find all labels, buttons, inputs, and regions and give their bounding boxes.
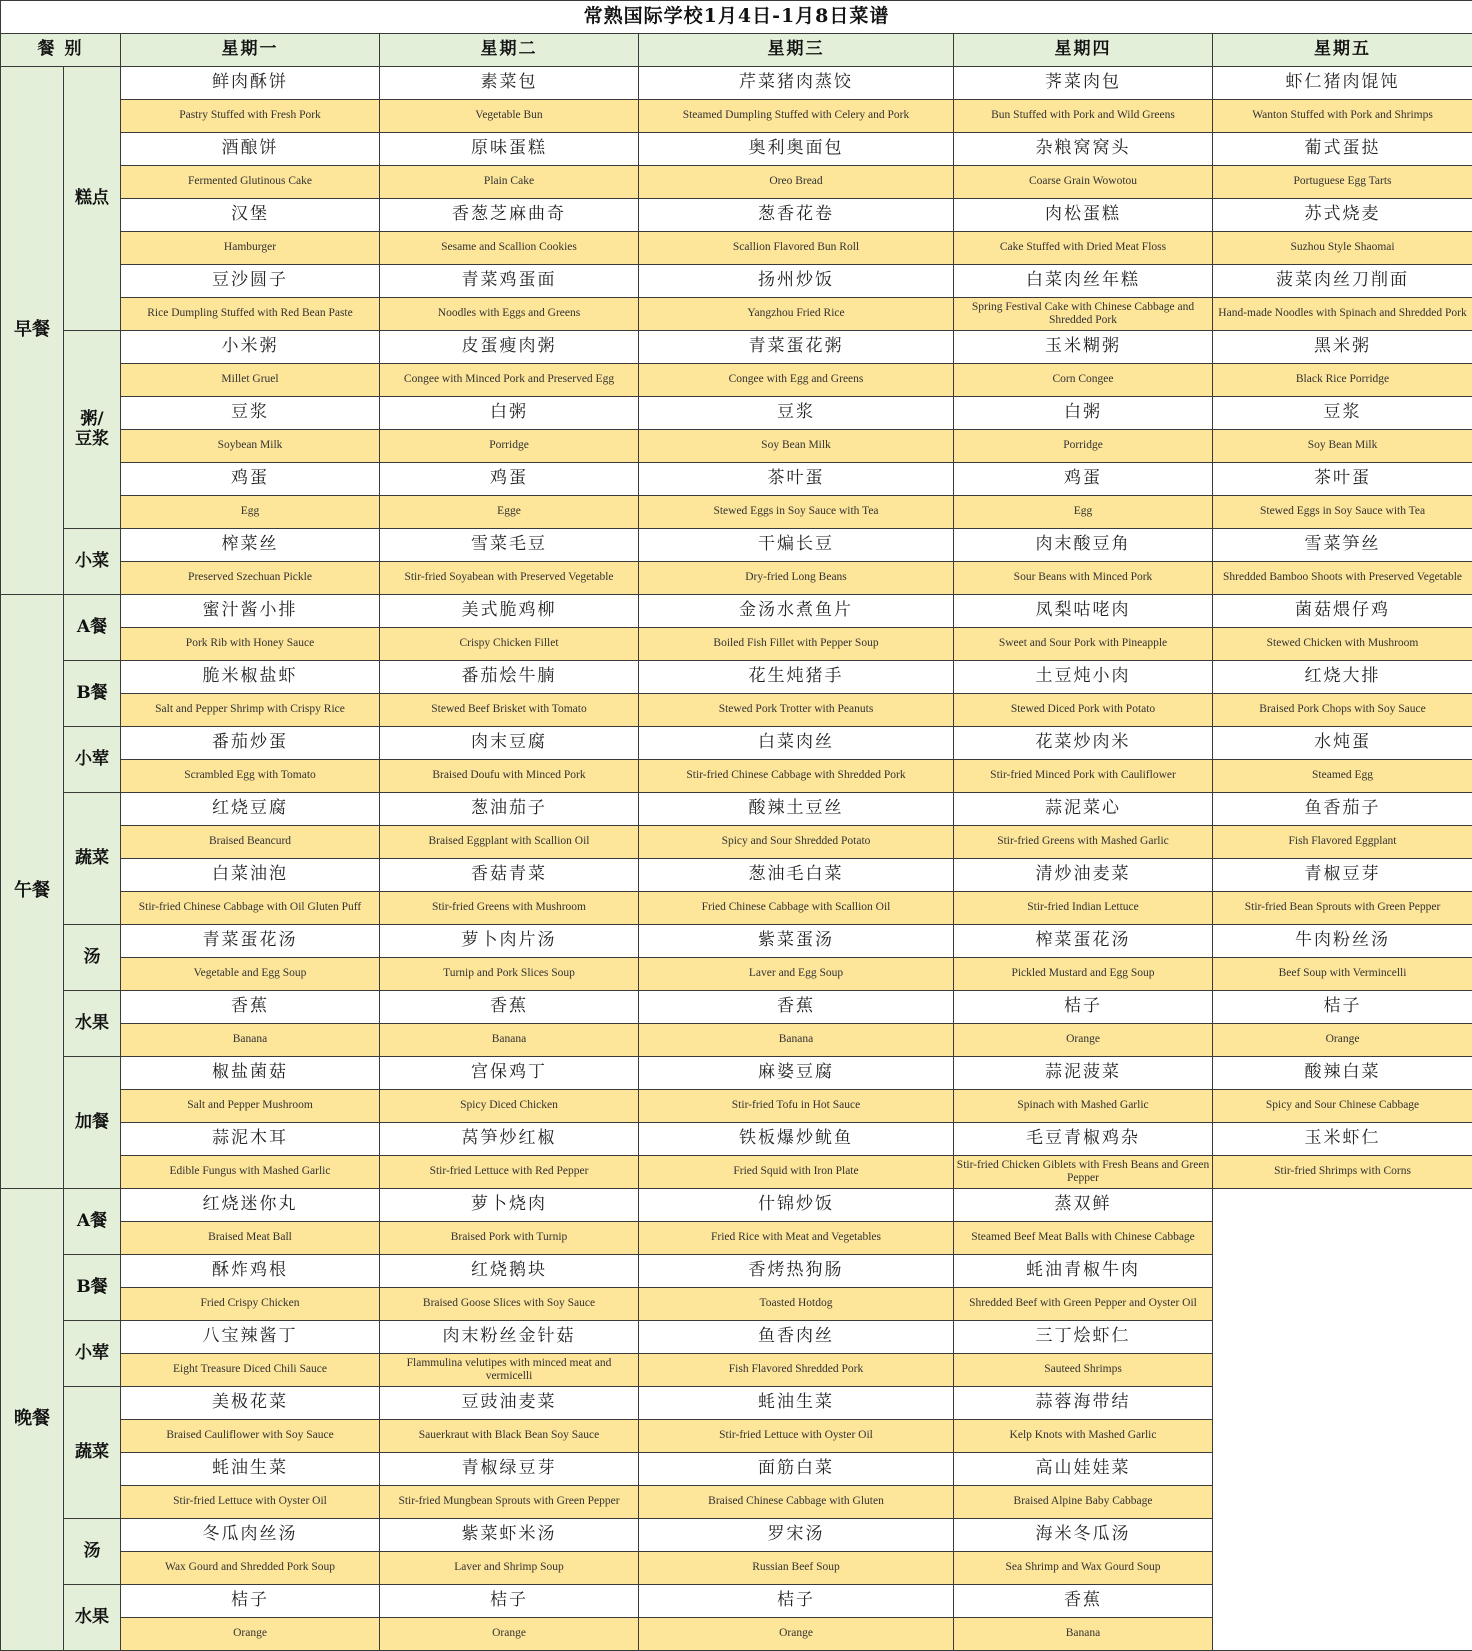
dish-name-chinese: 莴笋炒红椒 bbox=[380, 1123, 639, 1156]
dish-name-english: Toasted Hotdog bbox=[639, 1288, 954, 1321]
category-label: 粥/ 豆浆 bbox=[64, 331, 121, 529]
dish-name-english: Flammulina velutipes with minced meat and vermicelli bbox=[380, 1354, 639, 1387]
dish-name-english: Stir-fried Chicken Giblets with Fresh Beans and Green Pepper bbox=[954, 1156, 1213, 1189]
dish-name-chinese: 什锦炒饭 bbox=[639, 1189, 954, 1222]
dish-name-english: Crispy Chicken Fillet bbox=[380, 628, 639, 661]
dish-name-english: Russian Beef Soup bbox=[639, 1552, 954, 1585]
dish-name-english: Stir-fried Lettuce with Oyster Oil bbox=[121, 1486, 380, 1519]
dish-name-chinese: 豆浆 bbox=[639, 397, 954, 430]
dish-name-english: Braised Goose Slices with Soy Sauce bbox=[380, 1288, 639, 1321]
dish-name-chinese: 肉末粉丝金针菇 bbox=[380, 1321, 639, 1354]
menu-row bbox=[1, 562, 1472, 595]
dish-name-chinese: 桔子 bbox=[639, 1585, 954, 1618]
dish-name-english: Beef Soup with Vermincelli bbox=[1213, 958, 1472, 991]
dish-name-english: Noodles with Eggs and Greens bbox=[380, 298, 639, 331]
dish-name-english: Stewed Chicken with Mushroom bbox=[1213, 628, 1472, 661]
dish-name-chinese: 菠菜肉丝刀削面 bbox=[1213, 265, 1472, 298]
dish-name-chinese: 毛豆青椒鸡杂 bbox=[954, 1123, 1213, 1156]
dish-name-english: Stir-fried Soyabean with Preserved Vegetable bbox=[380, 562, 639, 595]
dish-name-chinese: 香菇青菜 bbox=[380, 859, 639, 892]
dish-name-english: Hamburger bbox=[121, 232, 380, 265]
dish-name-chinese: 香葱芝麻曲奇 bbox=[380, 199, 639, 232]
dish-name-english: Scallion Flavored Bun Roll bbox=[639, 232, 954, 265]
dish-name-english: Corn Congee bbox=[954, 364, 1213, 397]
menu-row bbox=[1, 661, 1472, 694]
dish-name-english: Soy Bean Milk bbox=[639, 430, 954, 463]
menu-row bbox=[1, 166, 1472, 199]
menu-row bbox=[1, 133, 1472, 166]
dish-name-chinese: 小米粥 bbox=[121, 331, 380, 364]
menu-row bbox=[1, 595, 1472, 628]
dish-name-english: Portuguese Egg Tarts bbox=[1213, 166, 1472, 199]
dish-name-chinese: 奥利奥面包 bbox=[639, 133, 954, 166]
dish-name-chinese: 番茄烩牛腩 bbox=[380, 661, 639, 694]
dish-name-english: Braised Pork Chops with Soy Sauce bbox=[1213, 694, 1472, 727]
dish-name-english: Cake Stuffed with Dried Meat Floss bbox=[954, 232, 1213, 265]
dish-name-english: Braised Eggplant with Scallion Oil bbox=[380, 826, 639, 859]
menu-row bbox=[1, 694, 1472, 727]
dish-name-english: Sesame and Scallion Cookies bbox=[380, 232, 639, 265]
dish-name-chinese: 玉米虾仁 bbox=[1213, 1123, 1472, 1156]
dish-name-english: Wanton Stuffed with Pork and Shrimps bbox=[1213, 100, 1472, 133]
dish-name-chinese: 肉松蛋糕 bbox=[954, 199, 1213, 232]
dish-name-chinese: 苏式烧麦 bbox=[1213, 199, 1472, 232]
dish-name-chinese: 豆豉油麦菜 bbox=[380, 1387, 639, 1420]
category-label: B餐 bbox=[64, 661, 121, 727]
dish-name-chinese: 香蕉 bbox=[954, 1585, 1213, 1618]
dish-name-english: Stir-fried Tofu in Hot Sauce bbox=[639, 1090, 954, 1123]
dish-name-chinese: 高山娃娃菜 bbox=[954, 1453, 1213, 1486]
dish-name-chinese: 青菜鸡蛋面 bbox=[380, 265, 639, 298]
dish-name-chinese: 脆米椒盐虾 bbox=[121, 661, 380, 694]
dish-name-english: Plain Cake bbox=[380, 166, 639, 199]
dish-name-chinese: 铁板爆炒鱿鱼 bbox=[639, 1123, 954, 1156]
menu-row bbox=[1, 892, 1472, 925]
dish-name-chinese: 萝卜烧肉 bbox=[380, 1189, 639, 1222]
category-label: 小菜 bbox=[64, 529, 121, 595]
day-header-friday: 星期五 bbox=[1213, 34, 1472, 67]
dish-name-chinese: 酸辣白菜 bbox=[1213, 1057, 1472, 1090]
menu-row bbox=[1, 760, 1472, 793]
dish-name-chinese: 雪菜笋丝 bbox=[1213, 529, 1472, 562]
dish-name-chinese: 豆浆 bbox=[121, 397, 380, 430]
dish-name-chinese: 汉堡 bbox=[121, 199, 380, 232]
meal-column-header: 餐 别 bbox=[1, 34, 121, 67]
dish-name-chinese: 原味蛋糕 bbox=[380, 133, 639, 166]
dish-name-chinese: 酒酿饼 bbox=[121, 133, 380, 166]
dish-name-english: Banana bbox=[380, 1024, 639, 1057]
dish-name-chinese: 红烧迷你丸 bbox=[121, 1189, 380, 1222]
dish-name-english: Banana bbox=[639, 1024, 954, 1057]
dish-name-english: Soy Bean Milk bbox=[1213, 430, 1472, 463]
dish-name-chinese: 桔子 bbox=[121, 1585, 380, 1618]
dish-name-english: Eight Treasure Diced Chili Sauce bbox=[121, 1354, 380, 1387]
menu-row bbox=[1, 265, 1472, 298]
dish-name-english: Scrambled Egg with Tomato bbox=[121, 760, 380, 793]
dish-name-chinese: 榨菜蛋花汤 bbox=[954, 925, 1213, 958]
menu-row bbox=[1, 1189, 1472, 1222]
dish-name-chinese: 茶叶蛋 bbox=[1213, 463, 1472, 496]
dish-name-chinese: 鲜肉酥饼 bbox=[121, 67, 380, 100]
meal-label-lunch: 午餐 bbox=[1, 595, 64, 1189]
dish-name-chinese: 面筋白菜 bbox=[639, 1453, 954, 1486]
dish-name-chinese: 酸辣土豆丝 bbox=[639, 793, 954, 826]
menu-row bbox=[1, 925, 1472, 958]
dish-name-english: Steamed Dumpling Stuffed with Celery and Pork bbox=[639, 100, 954, 133]
dish-name-chinese: 香蕉 bbox=[121, 991, 380, 1024]
dish-name-chinese: 水炖蛋 bbox=[1213, 727, 1472, 760]
day-header-tuesday: 星期二 bbox=[380, 34, 639, 67]
dish-name-chinese: 白菜肉丝年糕 bbox=[954, 265, 1213, 298]
dish-name-english: Turnip and Pork Slices Soup bbox=[380, 958, 639, 991]
dish-name-english: Coarse Grain Wowotou bbox=[954, 166, 1213, 199]
dish-name-chinese: 青菜蛋花粥 bbox=[639, 331, 954, 364]
dish-name-chinese: 香蕉 bbox=[380, 991, 639, 1024]
dish-name-chinese: 扬州炒饭 bbox=[639, 265, 954, 298]
dish-name-chinese: 美极花菜 bbox=[121, 1387, 380, 1420]
dish-name-chinese: 菌菇煨仔鸡 bbox=[1213, 595, 1472, 628]
dish-name-english: Fried Squid with Iron Plate bbox=[639, 1156, 954, 1189]
dish-name-english: Stir-fried Greens with Mushroom bbox=[380, 892, 639, 925]
dish-name-english: Stewed Beef Brisket with Tomato bbox=[380, 694, 639, 727]
category-label: 糕点 bbox=[64, 67, 121, 331]
dish-name-chinese: 白粥 bbox=[954, 397, 1213, 430]
dish-name-english: Suzhou Style Shaomai bbox=[1213, 232, 1472, 265]
dish-name-chinese: 三丁烩虾仁 bbox=[954, 1321, 1213, 1354]
dish-name-chinese: 红烧豆腐 bbox=[121, 793, 380, 826]
dish-name-english: Oreo Bread bbox=[639, 166, 954, 199]
menu-row bbox=[1, 1156, 1472, 1189]
dish-name-english: Fried Rice with Meat and Vegetables bbox=[639, 1222, 954, 1255]
dish-name-chinese: 桔子 bbox=[1213, 991, 1472, 1024]
dish-name-english: Spicy and Sour Shredded Potato bbox=[639, 826, 954, 859]
dish-name-english: Spicy Diced Chicken bbox=[380, 1090, 639, 1123]
dish-name-english: Yangzhou Fried Rice bbox=[639, 298, 954, 331]
category-label: 水果 bbox=[64, 991, 121, 1057]
dish-name-chinese: 青椒绿豆芽 bbox=[380, 1453, 639, 1486]
dish-name-chinese: 桔子 bbox=[380, 1585, 639, 1618]
dish-name-chinese: 紫菜虾米汤 bbox=[380, 1519, 639, 1552]
dish-name-chinese: 白菜肉丝 bbox=[639, 727, 954, 760]
dish-name-english: Stewed Eggs in Soy Sauce with Tea bbox=[1213, 496, 1472, 529]
dish-name-english: Laver and Egg Soup bbox=[639, 958, 954, 991]
category-label: B餐 bbox=[64, 1255, 121, 1321]
dish-name-english: Pastry Stuffed with Fresh Pork bbox=[121, 100, 380, 133]
category-label: 水果 bbox=[64, 1585, 121, 1651]
dish-name-chinese: 豆浆 bbox=[1213, 397, 1472, 430]
category-label: 小荤 bbox=[64, 1321, 121, 1387]
dish-name-english: Sweet and Sour Pork with Pineapple bbox=[954, 628, 1213, 661]
menu-row bbox=[1, 199, 1472, 232]
dish-name-english: Stir-fried Greens with Mashed Garlic bbox=[954, 826, 1213, 859]
dish-name-chinese: 葱油毛白菜 bbox=[639, 859, 954, 892]
category-label: 蔬菜 bbox=[64, 1387, 121, 1519]
dish-name-chinese: 凤梨咕咾肉 bbox=[954, 595, 1213, 628]
dish-name-english: Orange bbox=[954, 1024, 1213, 1057]
dish-name-english: Kelp Knots with Mashed Garlic bbox=[954, 1420, 1213, 1453]
dish-name-english: Stir-fried Chinese Cabbage with Oil Gluten Puff bbox=[121, 892, 380, 925]
empty-cell bbox=[1213, 1189, 1472, 1651]
dish-name-chinese: 香烤热狗肠 bbox=[639, 1255, 954, 1288]
dish-name-english: Banana bbox=[954, 1618, 1213, 1651]
meal-label-dinner: 晚餐 bbox=[1, 1189, 64, 1651]
dish-name-english: Stir-fried Minced Pork with Cauliflower bbox=[954, 760, 1213, 793]
dish-name-english: Braised Cauliflower with Soy Sauce bbox=[121, 1420, 380, 1453]
dish-name-english: Braised Beancurd bbox=[121, 826, 380, 859]
menu-row bbox=[1, 232, 1472, 265]
dish-name-english: Congee with Egg and Greens bbox=[639, 364, 954, 397]
dish-name-english: Orange bbox=[380, 1618, 639, 1651]
menu-row bbox=[1, 529, 1472, 562]
dish-name-english: Vegetable Bun bbox=[380, 100, 639, 133]
dish-name-chinese: 美式脆鸡柳 bbox=[380, 595, 639, 628]
category-label: A餐 bbox=[64, 1189, 121, 1255]
menu-row bbox=[1, 1057, 1472, 1090]
dish-name-chinese: 鸡蛋 bbox=[121, 463, 380, 496]
dish-name-chinese: 虾仁猪肉馄饨 bbox=[1213, 67, 1472, 100]
menu-row bbox=[1, 628, 1472, 661]
dish-name-english: Boiled Fish Fillet with Pepper Soup bbox=[639, 628, 954, 661]
dish-name-english: Steamed Egg bbox=[1213, 760, 1472, 793]
dish-name-chinese: 蒜蓉海带结 bbox=[954, 1387, 1213, 1420]
dish-name-chinese: 茶叶蛋 bbox=[639, 463, 954, 496]
meal-label-breakfast: 早餐 bbox=[1, 67, 64, 595]
day-header-wednesday: 星期三 bbox=[639, 34, 954, 67]
menu-row bbox=[1, 958, 1472, 991]
menu-row bbox=[1, 826, 1472, 859]
dish-name-english: Stir-fried Bean Sprouts with Green Pepper bbox=[1213, 892, 1472, 925]
dish-name-english: Stewed Pork Trotter with Peanuts bbox=[639, 694, 954, 727]
menu-row bbox=[1, 331, 1472, 364]
dish-name-chinese: 海米冬瓜汤 bbox=[954, 1519, 1213, 1552]
dish-name-chinese: 杂粮窝窝头 bbox=[954, 133, 1213, 166]
dish-name-english: Spinach with Mashed Garlic bbox=[954, 1090, 1213, 1123]
dish-name-english: Braised Meat Ball bbox=[121, 1222, 380, 1255]
dish-name-chinese: 鱼香肉丝 bbox=[639, 1321, 954, 1354]
dish-name-english: Rice Dumpling Stuffed with Red Bean Paste bbox=[121, 298, 380, 331]
dish-name-english: Egg bbox=[954, 496, 1213, 529]
dish-name-english: Braised Alpine Baby Cabbage bbox=[954, 1486, 1213, 1519]
dish-name-english: Braised Doufu with Minced Pork bbox=[380, 760, 639, 793]
menu-row bbox=[1, 1123, 1472, 1156]
dish-name-english: Braised Pork with Turnip bbox=[380, 1222, 639, 1255]
dish-name-chinese: 蒜泥木耳 bbox=[121, 1123, 380, 1156]
dish-name-english: Fermented Glutinous Cake bbox=[121, 166, 380, 199]
dish-name-chinese: 罗宋汤 bbox=[639, 1519, 954, 1552]
category-label: A餐 bbox=[64, 595, 121, 661]
menu-row bbox=[1, 1090, 1472, 1123]
dish-name-english: Sour Beans with Minced Pork bbox=[954, 562, 1213, 595]
dish-name-chinese: 黑米粥 bbox=[1213, 331, 1472, 364]
dish-name-chinese: 肉末豆腐 bbox=[380, 727, 639, 760]
dish-name-chinese: 花生炖猪手 bbox=[639, 661, 954, 694]
dish-name-chinese: 皮蛋瘦肉粥 bbox=[380, 331, 639, 364]
menu-row bbox=[1, 100, 1472, 133]
dish-name-chinese: 红烧大排 bbox=[1213, 661, 1472, 694]
dish-name-chinese: 蒜泥菜心 bbox=[954, 793, 1213, 826]
dish-name-english: Fish Flavored Shredded Pork bbox=[639, 1354, 954, 1387]
day-header-thursday: 星期四 bbox=[954, 34, 1213, 67]
dish-name-chinese: 冬瓜肉丝汤 bbox=[121, 1519, 380, 1552]
dish-name-chinese: 玉米糊粥 bbox=[954, 331, 1213, 364]
dish-name-english: Black Rice Porridge bbox=[1213, 364, 1472, 397]
menu-title: 常熟国际学校1月4日-1月8日菜谱 bbox=[1, 1, 1472, 34]
dish-name-chinese: 清炒油麦菜 bbox=[954, 859, 1213, 892]
dish-name-english: Stir-fried Indian Lettuce bbox=[954, 892, 1213, 925]
dish-name-english: Edible Fungus with Mashed Garlic bbox=[121, 1156, 380, 1189]
dish-name-english: Shredded Beef with Green Pepper and Oyster Oil bbox=[954, 1288, 1213, 1321]
dish-name-chinese: 干煸长豆 bbox=[639, 529, 954, 562]
dish-name-chinese: 葡式蛋挞 bbox=[1213, 133, 1472, 166]
dish-name-chinese: 酥炸鸡根 bbox=[121, 1255, 380, 1288]
category-label: 小荤 bbox=[64, 727, 121, 793]
dish-name-english: Millet Gruel bbox=[121, 364, 380, 397]
dish-name-chinese: 白菜油泡 bbox=[121, 859, 380, 892]
dish-name-english: Salt and Pepper Mushroom bbox=[121, 1090, 380, 1123]
dish-name-chinese: 青椒豆芽 bbox=[1213, 859, 1472, 892]
menu-row bbox=[1, 430, 1472, 463]
dish-name-english: Orange bbox=[1213, 1024, 1472, 1057]
dish-name-chinese: 荠菜肉包 bbox=[954, 67, 1213, 100]
dish-name-chinese: 榨菜丝 bbox=[121, 529, 380, 562]
menu-row bbox=[1, 991, 1472, 1024]
dish-name-english: Stir-fried Chinese Cabbage with Shredded Pork bbox=[639, 760, 954, 793]
dish-name-english: Congee with Minced Pork and Preserved Egg bbox=[380, 364, 639, 397]
dish-name-english: Sea Shrimp and Wax Gourd Soup bbox=[954, 1552, 1213, 1585]
dish-name-english: Fish Flavored Eggplant bbox=[1213, 826, 1472, 859]
dish-name-chinese: 蜜汁酱小排 bbox=[121, 595, 380, 628]
menu-row bbox=[1, 496, 1472, 529]
dish-name-english: Wax Gourd and Shredded Pork Soup bbox=[121, 1552, 380, 1585]
dish-name-english: Dry-fried Long Beans bbox=[639, 562, 954, 595]
menu-row bbox=[1, 364, 1472, 397]
dish-name-english: Fried Chinese Cabbage with Scallion Oil bbox=[639, 892, 954, 925]
dish-name-english: Sauerkraut with Black Bean Soy Sauce bbox=[380, 1420, 639, 1453]
dish-name-chinese: 牛肉粉丝汤 bbox=[1213, 925, 1472, 958]
menu-row bbox=[1, 793, 1472, 826]
dish-name-english: Spring Festival Cake with Chinese Cabbage and Shredded Pork bbox=[954, 298, 1213, 331]
dish-name-chinese: 芹菜猪肉蒸饺 bbox=[639, 67, 954, 100]
dish-name-chinese: 肉末酸豆角 bbox=[954, 529, 1213, 562]
dish-name-english: Hand-made Noodles with Spinach and Shredded Pork bbox=[1213, 298, 1472, 331]
dish-name-english: Steamed Beef Meat Balls with Chinese Cabbage bbox=[954, 1222, 1213, 1255]
dish-name-english: Spicy and Sour Chinese Cabbage bbox=[1213, 1090, 1472, 1123]
dish-name-chinese: 蒸双鲜 bbox=[954, 1189, 1213, 1222]
dish-name-english: Pork Rib with Honey Sauce bbox=[121, 628, 380, 661]
dish-name-chinese: 桔子 bbox=[954, 991, 1213, 1024]
dish-name-english: Orange bbox=[121, 1618, 380, 1651]
dish-name-chinese: 鸡蛋 bbox=[380, 463, 639, 496]
dish-name-chinese: 葱香花卷 bbox=[639, 199, 954, 232]
category-label: 汤 bbox=[64, 925, 121, 991]
dish-name-english: Stir-fried Shrimps with Corns bbox=[1213, 1156, 1472, 1189]
day-header-monday: 星期一 bbox=[121, 34, 380, 67]
dish-name-english: Stir-fried Lettuce with Oyster Oil bbox=[639, 1420, 954, 1453]
dish-name-chinese: 蒜泥菠菜 bbox=[954, 1057, 1213, 1090]
dish-name-english: Egg bbox=[121, 496, 380, 529]
dish-name-chinese: 蚝油生菜 bbox=[639, 1387, 954, 1420]
dish-name-english: Salt and Pepper Shrimp with Crispy Rice bbox=[121, 694, 380, 727]
dish-name-english: Stir-fried Mungbean Sprouts with Green Pepper bbox=[380, 1486, 639, 1519]
dish-name-chinese: 青菜蛋花汤 bbox=[121, 925, 380, 958]
menu-row bbox=[1, 397, 1472, 430]
dish-name-english: Egge bbox=[380, 496, 639, 529]
dish-name-english: Braised Chinese Cabbage with Gluten bbox=[639, 1486, 954, 1519]
dish-name-chinese: 素菜包 bbox=[380, 67, 639, 100]
category-label: 蔬菜 bbox=[64, 793, 121, 925]
dish-name-chinese: 雪菜毛豆 bbox=[380, 529, 639, 562]
dish-name-english: Fried Crispy Chicken bbox=[121, 1288, 380, 1321]
menu-row bbox=[1, 463, 1472, 496]
dish-name-chinese: 蚝油生菜 bbox=[121, 1453, 380, 1486]
dish-name-english: Bun Stuffed with Pork and Wild Greens bbox=[954, 100, 1213, 133]
dish-name-chinese: 紫菜蛋汤 bbox=[639, 925, 954, 958]
dish-name-chinese: 花菜炒肉米 bbox=[954, 727, 1213, 760]
dish-name-english: Vegetable and Egg Soup bbox=[121, 958, 380, 991]
dish-name-english: Stewed Eggs in Soy Sauce with Tea bbox=[639, 496, 954, 529]
category-label: 汤 bbox=[64, 1519, 121, 1585]
dish-name-chinese: 土豆炖小肉 bbox=[954, 661, 1213, 694]
dish-name-english: Sauteed Shrimps bbox=[954, 1354, 1213, 1387]
dish-name-chinese: 萝卜肉片汤 bbox=[380, 925, 639, 958]
dish-name-chinese: 宫保鸡丁 bbox=[380, 1057, 639, 1090]
menu-row bbox=[1, 298, 1472, 331]
dish-name-chinese: 金汤水煮鱼片 bbox=[639, 595, 954, 628]
menu-row bbox=[1, 67, 1472, 100]
dish-name-chinese: 豆沙圆子 bbox=[121, 265, 380, 298]
dish-name-english: Banana bbox=[121, 1024, 380, 1057]
dish-name-english: Stir-fried Lettuce with Red Pepper bbox=[380, 1156, 639, 1189]
dish-name-chinese: 椒盐菌菇 bbox=[121, 1057, 380, 1090]
dish-name-chinese: 鸡蛋 bbox=[954, 463, 1213, 496]
dish-name-chinese: 白粥 bbox=[380, 397, 639, 430]
dish-name-chinese: 八宝辣酱丁 bbox=[121, 1321, 380, 1354]
dish-name-chinese: 红烧鹅块 bbox=[380, 1255, 639, 1288]
dish-name-english: Shredded Bamboo Shoots with Preserved Vegetable bbox=[1213, 562, 1472, 595]
dish-name-english: Soybean Milk bbox=[121, 430, 380, 463]
menu-row bbox=[1, 859, 1472, 892]
dish-name-english: Porridge bbox=[380, 430, 639, 463]
dish-name-chinese: 鱼香茄子 bbox=[1213, 793, 1472, 826]
dish-name-chinese: 番茄炒蛋 bbox=[121, 727, 380, 760]
dish-name-chinese: 香蕉 bbox=[639, 991, 954, 1024]
dish-name-english: Preserved Szechuan Pickle bbox=[121, 562, 380, 595]
category-label: 加餐 bbox=[64, 1057, 121, 1189]
dish-name-english: Pickled Mustard and Egg Soup bbox=[954, 958, 1213, 991]
menu-row bbox=[1, 1024, 1472, 1057]
dish-name-english: Porridge bbox=[954, 430, 1213, 463]
dish-name-chinese: 蚝油青椒牛肉 bbox=[954, 1255, 1213, 1288]
dish-name-english: Laver and Shrimp Soup bbox=[380, 1552, 639, 1585]
dish-name-english: Orange bbox=[639, 1618, 954, 1651]
dish-name-chinese: 麻婆豆腐 bbox=[639, 1057, 954, 1090]
menu-row bbox=[1, 727, 1472, 760]
dish-name-english: Stewed Diced Pork with Potato bbox=[954, 694, 1213, 727]
dish-name-chinese: 葱油茄子 bbox=[380, 793, 639, 826]
